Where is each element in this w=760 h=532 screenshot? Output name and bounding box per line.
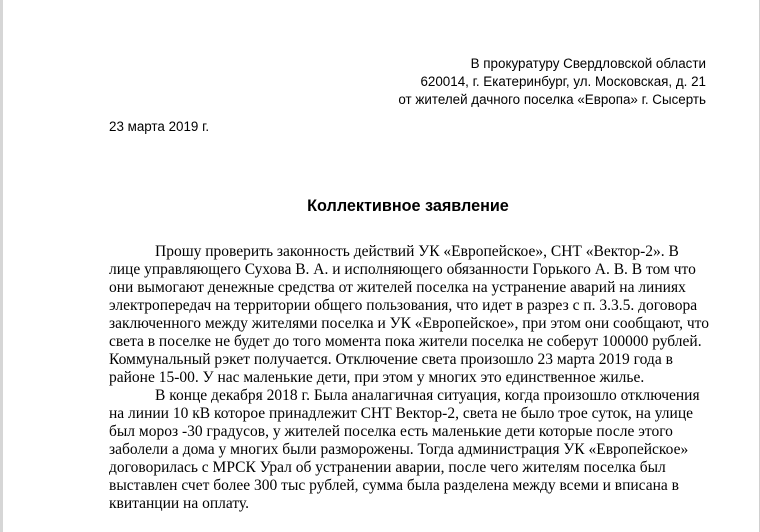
body-line: света в поселке не будет до того момента пока жители поселка не соберут 100000 рублей. [109,333,702,350]
body-line: районе 15-00. У нас маленькие дети, при этом у многих это единственное жилье. [109,369,645,386]
addressee-line: 620014, г. Екатеринбург, ул. Московская, д. 21 [420,74,706,89]
addressee-line: от жителей дачного поселка «Европа» г. Сысерть [398,92,706,107]
body-line: заключенного между жителями поселка и УК «Европейское», при этом они сообщают, что [109,315,709,332]
addressee-block [398,55,706,109]
body-line: договорилась с МРСК Урал об устранении аварии, после чего жителям поселка был [109,459,666,476]
body-line: на линии 10 кВ которое принадлежит СНТ Вектор-2, света не было трое суток, на улице [109,405,693,422]
body-line: квитанции на оплату. [109,495,249,512]
body-line: они вымогают денежные средства от жителей поселка на устранение аварий на линиях [109,279,686,296]
body-line: был мороз -30 градусов, у жителей поселка есть маленькие дети которые после этого [109,423,673,440]
body-line: электропередач на территории общего пользования, что идет в разрез с п. 3.3.5. договора [109,297,698,314]
addressee-line: В прокуратуру Свердловской области [470,56,706,71]
body-line: Прошу проверить законность действий УК «Европейское», СНТ «Вектор-2». В [155,243,679,260]
document-body [109,243,709,513]
body-line: лице управляющего Сухова В. А. и исполняющего обязанности Горького А. В. В том что [109,261,696,278]
body-line: В конце декабря 2018 г. Была аналагичная ситуация, когда произошло отключения [155,387,700,404]
body-line: Коммунальный рэкет получается. Отключение света произошло 23 марта 2019 года в [109,351,673,368]
document-date: 23 марта 2019 г. [109,119,210,134]
page-left-border [0,0,3,532]
body-line: заболели а дома у многих были разморожены. Тогда администрация УК «Европейское» [109,441,689,458]
document-title: Коллективное заявление [307,197,509,215]
body-line: выставлен счет более 300 тыс рублей, сумма была разделена между всеми и вписана в [109,477,680,494]
